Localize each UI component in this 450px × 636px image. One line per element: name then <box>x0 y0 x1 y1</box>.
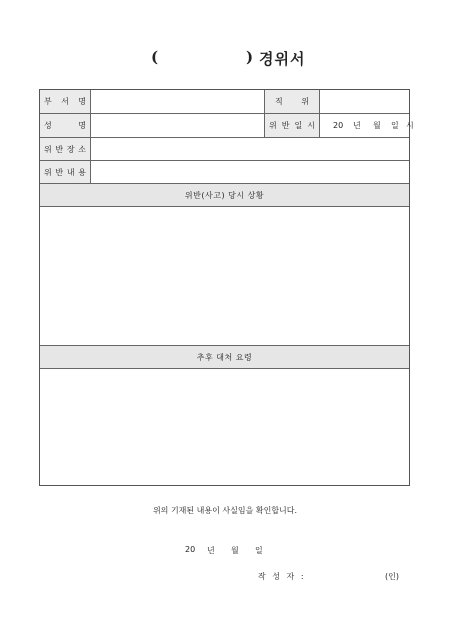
followup-body[interactable] <box>40 369 409 485</box>
row-content <box>40 161 409 184</box>
situation-body[interactable] <box>40 207 409 346</box>
row-dept-position <box>40 90 409 114</box>
violation-content-label: 위 반 내 용 <box>40 161 91 183</box>
violation-content-field[interactable] <box>91 161 409 183</box>
position-label: 직 위 <box>265 90 320 113</box>
title-paren-open: ( <box>151 48 160 66</box>
violation-place-label: 위 반 장 소 <box>40 138 91 160</box>
situation-header: 위반(사고) 당시 상황 <box>40 184 409 207</box>
position-field[interactable] <box>320 90 409 113</box>
violation-place-field[interactable] <box>91 138 409 160</box>
name-label: 성 명 <box>40 114 91 137</box>
title-paren-close: ) <box>246 48 255 66</box>
name-field[interactable] <box>91 114 265 137</box>
row-place <box>40 138 409 161</box>
dept-label: 부 서 명 <box>40 90 91 113</box>
title-word: 경위서 <box>259 50 306 68</box>
confirmation-statement: 위의 기재된 내용이 사실임을 확인합니다. <box>152 506 298 515</box>
row-name-datetime <box>40 114 414 138</box>
seal-mark: (인) <box>385 572 399 581</box>
statement-form <box>39 89 414 486</box>
dept-field[interactable] <box>91 90 265 113</box>
violation-datetime-field[interactable]: 20 년 월 일 시 <box>320 114 409 137</box>
author-label: 작 성 자 : <box>258 572 306 581</box>
followup-header: 추후 대처 요령 <box>40 346 409 369</box>
violation-datetime-label: 위 반 일 시 <box>265 114 320 137</box>
